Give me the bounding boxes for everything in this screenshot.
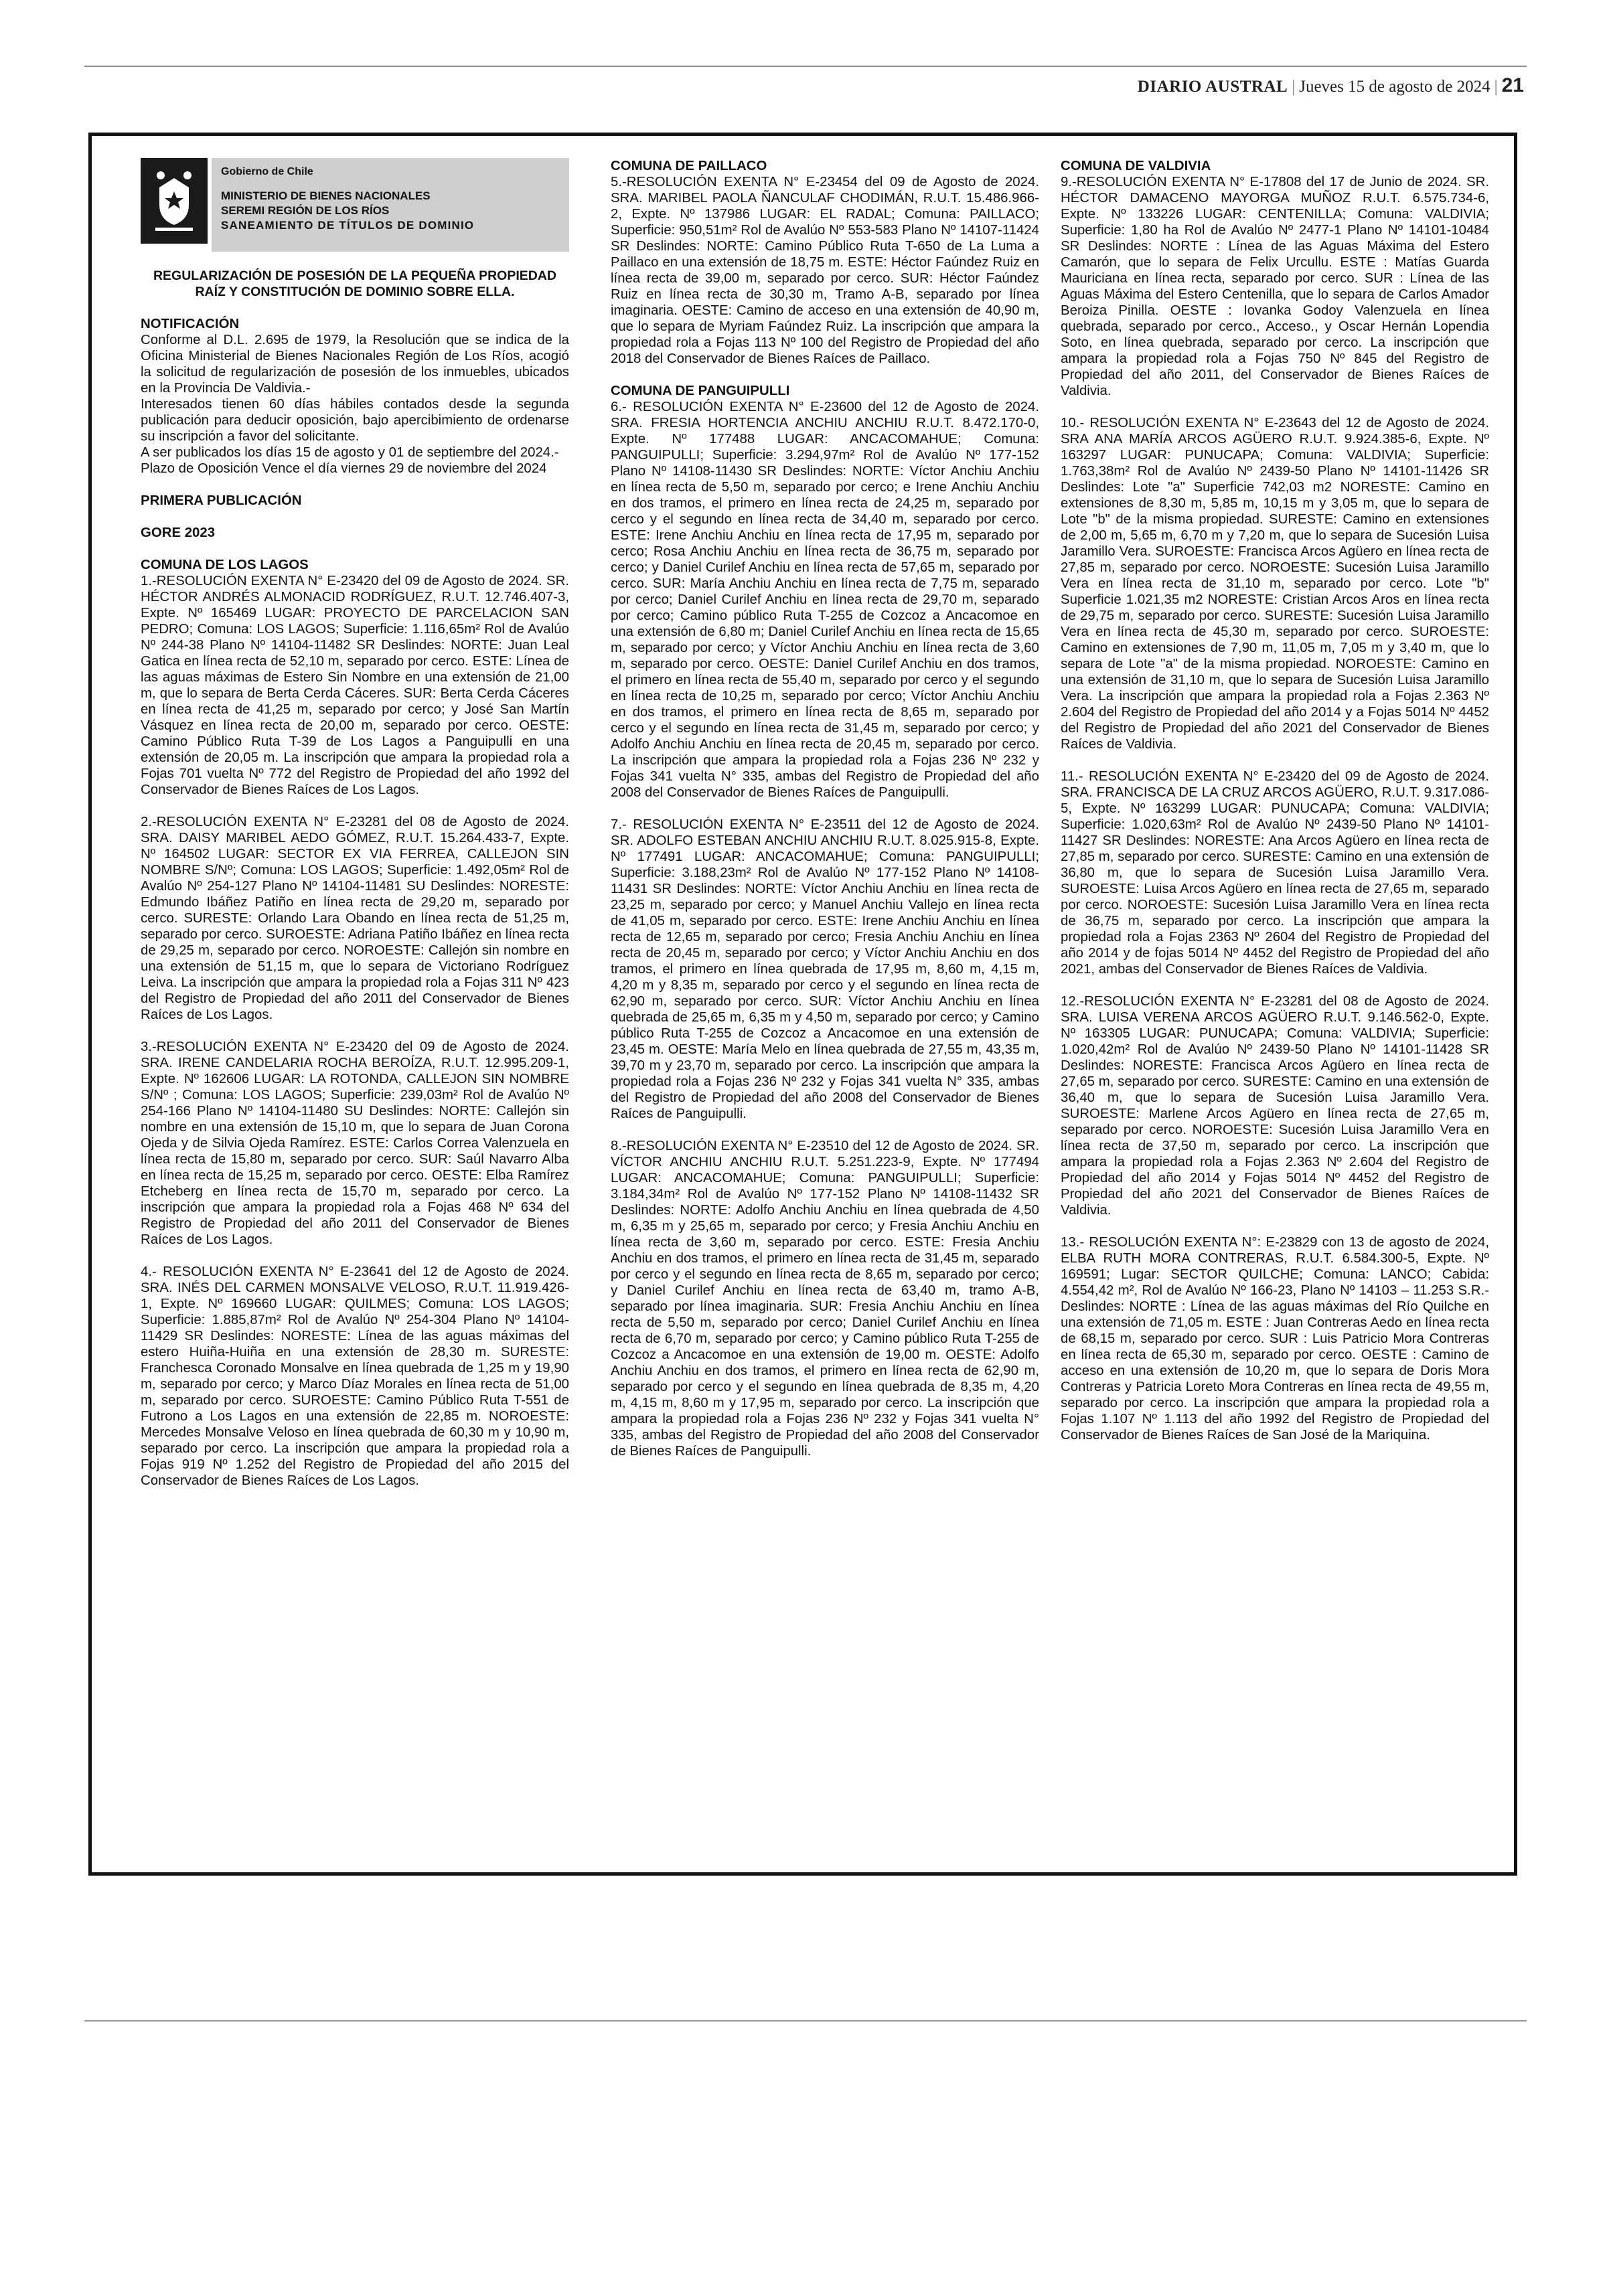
publication-date: Jueves 15 de agosto de 2024 (1299, 78, 1490, 96)
column-1 (141, 158, 569, 1489)
section-heading: COMUNA DE VALDIVIA (1061, 159, 1211, 173)
page-header (84, 70, 1524, 102)
ministry-name: MINISTERIO DE BIENES NACIONALES (221, 189, 431, 202)
gore-label: GORE 2023 (141, 525, 216, 540)
header-separator: | (1292, 78, 1296, 96)
notification-paragraph: Plazo de Oposición Vence el día viernes 29 de noviembre del 2024 (141, 461, 547, 476)
column-3 (1061, 158, 1489, 1443)
resolution-entry: 9.-RESOLUCIÓN EXENTA N° E-17808 del 17 de Junio de 2024. SR. HÉCTOR DAMACENO MAYORGA MUÑOZ R.U.T. 6.575.734-6, Expte. Nº 133226 LUGAR: CENTENILLA; Comuna: VALDIVIA; Superficie: 1,80 ha Rol de Avalúo Nº 2477-1 Plano Nº 14101-10484 SR Deslindes: NORTE : Línea de las Aguas Máxima del Estero Camarón, que lo separa de Felix Urcullu. ESTE : Matías Guarda Mauriciana en línea recta, separado por cerco. SUR : Línea de las Aguas Máxima del Estero Centenilla, que lo separa de Carlos Amador Beroiza Pinilla. OESTE : Iovanka Godoy Valenzuela en línea quebrada, separado por cerco., Acceso., y Oscar Hernán Lopendia Soto, en línea quebrada, separado por cerco. La inscripción que ampara la propiedad rola a Fojas 750 Nº 845 del Registro de Propiedad del año 2011, del Conservador de Bienes Raíces de Valdivia. (1061, 175, 1489, 398)
resolution-entry: 7.- RESOLUCIÓN EXENTA N° E-23511 del 12 de Agosto de 2024. SR. ADOLFO ESTEBAN ANCHIU ANCHIU R.U.T. 8.025.915-8, Expte. Nº 177491 LUGAR: ANCACOMAHUE; Comuna: PANGUIPULLI; Superficie: 3.188,23m² Rol de Avalúo Nº 177-152 Plano Nº 14108-11431 SR Deslindes: NORTE: Víctor Anchiu Anchiu en línea recta de 23,25 m, separado por cerco; y Manuel Anchiu Vallejo en línea recta de 41,05 m, separado por cerco. ESTE: Irene Anchiu Anchiu en línea recta de 12,65 m, separado por cerco; Fresia Anchiu Anchiu en línea recta de 20,45 m, separado por cerco; y Víctor Anchiu Anchiu en dos tramos, el primero en línea quebrada de 17,95 m, 8,60 m, 4,15 m, 4,20 m y 8,35 m, separado por cerco y el segundo en línea recta de 62,90 m, separado por cerco. SUR: Víctor Anchiu Anchiu en línea quebrada de 25,65 m, 6,35 m y 4,50 m, separado por cerco; y Camino público Ruta T-255 de Cozcoz a Ancacomoe en una extensión de 23,45 m. OESTE: María Melo en línea quebrada de 27,55 m, 43,35 m, 39,70 m y 23,70 m, separado por cerco. La inscripción que ampara la propiedad rola a Fojas 236 Nº 232 y Fojas 341 vuelta N° 335, ambas del Registro de Propiedad del año 2008 del Conservador de Bienes Raíces de Panguipulli. (611, 817, 1039, 1121)
column-2 (611, 158, 1039, 1459)
chile-coat-of-arms-icon (141, 158, 208, 244)
ministry-box (212, 158, 569, 252)
department-name: SANEAMIENTO DE TÍTULOS DE DOMINIO (221, 219, 475, 232)
government-header (141, 158, 569, 260)
resolution-entry: 5.-RESOLUCIÓN EXENTA N° E-23454 del 09 de Agosto de 2024. SRA. MARIBEL PAOLA ÑANCULAF CHODIMÁN, R.U.T. 15.486.966-2, Expte. Nº 137986 LUGAR: EL RADAL; Comuna: PAILLACO; Superficie: 950,51m² Rol de Avalúo Nº 553-583 Plano Nº 14107-11424 SR Deslindes: NORTE: Camino Público Ruta T-650 de La Luma a Paillaco en una extensión de 18,75 m. ESTE: Héctor Faúndez Ruiz en línea recta de 39,00 m, separado por cerco. SUR: Héctor Faúndez Ruiz en línea recta de 30,30 m, Tramo A-B, separado por línea imaginaria. OESTE: Camino de acceso en una extensión de 40,90 m, que lo separa de Myriam Faúndez Ruiz. La inscripción que ampara la propiedad rola a Fojas 113 Nº 100 del Registro de Propiedad del año 2018 del Conservador de Bienes Raíces de Paillaco. (611, 175, 1039, 366)
notification-paragraph: Interesados tienen 60 días hábiles contados desde la segunda publicación para deducir oposición, bajo apercibimiento de ordenarse su inscripción a favor del solicitante. (141, 397, 569, 444)
header-rule (84, 66, 1527, 67)
resolution-entry: 10.- RESOLUCIÓN EXENTA N° E-23643 del 12 de Agosto de 2024. SRA ANA MARÍA ARCOS AGÜERO R.U.T. 9.924.385-6, Expte. Nº 163297 LUGAR: PUNUCAPA; Comuna: VALDIVIA; Superficie: 1.763,38m² Rol de Avalúo Nº 2439-50 Plano Nº 14101-11426 SR Deslindes: Lote "a" Superficie 742,03 m2 NORESTE: Camino en extensiones de 8,30 m, 5,85 m, 10,15 m y 3,05 m, que lo separa de Lote "b" de la misma propiedad. SURESTE: Camino en extensiones de 2,00 m, 5,65 m, 6,70 m y 7,20 m, que lo separa de Sucesión Luisa Jaramillo Vera. SUROESTE: Francisca Arcos Agüero en línea recta de 27,85 m, separado por cerco. NOROESTE: Sucesión Luisa Jaramillo Vera en línea recta de 31,10 m, separado por cerco. Lote "b" Superficie 1.021,35 m2 NORESTE: Cristian Arcos Aros en línea recta de 29,75 m, separado por cerco. SURESTE: Sucesión Luisa Jaramillo Vera en línea recta de 45,30 m, separado por cerco. SUROESTE: Camino en extensiones de 7,90 m, 11,05 m, 7,05 m y 3,40 m, que lo separa de Lote "a" de la misma propiedad. NOROESTE: Camino en una extensión de 31,10 m, que lo separa de Sucesión Luisa Jaramillo Vera. La inscripción que ampara la propiedad rola a Fojas 2.363 Nº 2.604 del Registro de Propiedad del año 2014 y a Fojas 5014 Nº 4452 del Registro de Propiedad del año 2021 del Conservador de Bienes Raíces de Valdivia. (1061, 416, 1489, 752)
notification-paragraph: A ser publicados los días 15 de agosto y 01 de septiembre del 2024.- (141, 445, 559, 460)
notice-title: REGULARIZACIÓN DE POSESIÓN DE LA PEQUEÑA PROPIEDAD RAÍZ Y CONSTITUCIÓN DE DOMINIO SOBRE ELLA. (153, 268, 557, 299)
notification-heading: NOTIFICACIÓN (141, 317, 240, 331)
header-separator: | (1494, 78, 1498, 96)
resolution-entry: 3.-RESOLUCIÓN EXENTA N° E-23420 del 09 de Agosto de 2024. SRA. IRENE CANDELARIA ROCHA BEROÍZA, R.U.T. 12.995.209-1, Expte. Nº 162606 LUGAR: LA ROTONDA, CALLEJON SIN NOMBRE S/Nº ; Comuna: LOS LAGOS; Superficie: 239,03m² Rol de Avalúo Nº 254-166 Plano Nº 14104-11480 SU Deslindes: NORTE: Callejón sin nombre en una extensión de 15,10 m, que lo separa de Juan Corona Ojeda y de Silvia Ojeda Ramírez. ESTE: Carlos Correa Valenzuela en línea recta de 15,80 m, separado por cerco. SUR: Saúl Navarro Alba en línea recta de 15,25 m, separado por cerco. OESTE: Elba Ramírez Etcheberg en línea recta de 15,70 m, separado por cerco. La inscripción que ampara la propiedad rola a Fojas 468 Nº 634 del Registro de Propiedad del año 2011 del Conservador de Bienes Raíces de Los Lagos. (141, 1040, 569, 1247)
resolution-entry: 4.- RESOLUCIÓN EXENTA N° E-23641 del 12 de Agosto de 2024. SRA. INÉS DEL CARMEN MONSALVE VELOSO, R.U.T. 11.919.426-1, Expte. Nº 169660 LUGAR: QUILMES; Comuna: LOS LAGOS; Superficie: 1.885,87m² Rol de Avalúo Nº 254-304 Plano Nº 14104-11429 SR Deslindes: NORESTE: Línea de las aguas máximas del estero Huiña-Huiña en una extensión de 28,30 m. SURESTE: Franchesca Coronado Monsalve en línea quebrada de 1,25 m y 19,90 m, separado por cerco; y Marco Díaz Morales en línea recta de 51,00 m, separado por cerco. SUROESTE: Camino Público Ruta T-551 de Futrono a Los Lagos en una extensión de 22,85 m. NOROESTE: Mercedes Monsalve Veloso en línea quebrada de 60,30 m y 10,90 m, separado por cerco. La inscripción que ampara la propiedad rola a Fojas 919 Nº 1.252 del Registro de Propiedad del año 2015 del Conservador de Bienes Raíces de Los Lagos. (141, 1264, 569, 1488)
resolution-entry: 12.-RESOLUCIÓN EXENTA N° E-23281 del 08 de Agosto de 2024. SRA. LUISA VERENA ARCOS AGÜERO R.U.T. 9.146.562-0, Expte. Nº 163305 LUGAR: PUNUCAPA; Comuna: VALDIVIA; Superficie: 1.020,42m² Rol de Avalúo Nº 2439-50 Plano Nº 14101-11428 SR Deslindes: NORESTE: Francisca Arcos Agüero en línea recta de 27,65 m, separado por cerco. SURESTE: Camino en una extensión de 36,40 m, que lo separa de Sucesión Luisa Jaramillo Vera. SUROESTE: Marlene Arcos Agüero en línea recta de 27,65 m, separado por cerco. NOROESTE: Sucesión Luisa Jaramillo Vera en línea recta de 37,50 m, separado por cerco. La inscripción que ampara la propiedad rola a Fojas 2.363 Nº 2.604 del Registro de Propiedad del año 2014 y Fojas 5014 Nº 4452 del Registro de Propiedad del año 2021 del Conservador de Bienes Raíces de Valdivia. (1061, 994, 1489, 1218)
resolution-entry: 6.- RESOLUCIÓN EXENTA N° E-23600 del 12 de Agosto de 2024. SRA. FRESIA HORTENCIA ANCHIU ANCHIU R.U.T. 8.472.170-0, Expte. Nº 177488 LUGAR: ANCACOMAHUE; Comuna: PANGUIPULLI; Superficie: 3.294,97m² Rol de Avalúo Nº 177-152 Plano Nº 14108-11430 SR Deslindes: NORTE: Víctor Anchiu Anchiu en línea recta de 5,50 m, separado por cerco; e Irene Anchiu Anchiu en dos tramos, el primero en línea recta de 24,25 m, separado por cerco y el segundo en línea recta de 34,40 m, separado por cerco. ESTE: Irene Anchiu Anchiu en línea recta de 17,95 m, separado por cerco; Rosa Anchiu Anchiu en línea recta de 36,75 m, separado por cerco; y Daniel Curilef Anchiu en línea recta de 57,65 m, separado por cerco. SUR: María Anchiu Anchiu en línea recta de 7,75 m, separado por cerco; Daniel Curilef Anchiu en línea recta de 29,70 m, separado por cerco; Camino público Ruta T-255 de Cozcoz a Ancacomoe en una extensión de 6,80 m; Daniel Curilef Anchiu en línea recta de 15,65 m, separado por cerco; y Víctor Anchiu Anchiu en línea recta de 3,60 m, separado por cerco. OESTE: Daniel Curilef Anchiu en dos tramos, el primero en línea recta de 55,40 m, separado por cerco y el segundo en línea recta de 10,25 m, separado por cerco; Víctor Anchiu Anchiu en dos tramos, el primero en línea recta de 8,65 m, separado por cerco y el segundo en línea recta de 31,45 m, separado por cerco; y Adolfo Anchiu Anchiu en línea recta de 20,45 m, separado por cerco. La inscripción que ampara la propiedad rola a Fojas 236 Nº 232 y Fojas 341 vuelta N° 335, ambas del Registro de Propiedad del año 2008 del Conservador de Bienes Raíces de Panguipulli. (611, 400, 1039, 800)
resolution-entry: 11.- RESOLUCIÓN EXENTA N° E-23420 del 09 de Agosto de 2024. SRA. FRANCISCA DE LA CRUZ ARCOS AGÜERO, R.U.T. 9.317.086-5, Expte. Nº 163299 LUGAR: PUNUCAPA; Comuna: VALDIVIA; Superficie: 1.020,63m² Rol de Avalúo Nº 2439-50 Plano Nº 14101-11427 SR Deslindes: NORESTE: Ana Arcos Agüero en línea recta de 27,85 m, separado por cerco. SURESTE: Camino en una extensión de 36,80 m, que lo separa de Sucesión Luisa Jaramillo Vera. SUROESTE: Luisa Arcos Agüero en línea recta de 27,65 m, separado por cerco. NOROESTE: Sucesión Luisa Jaramillo Vera en línea recta de 36,75 m, separado por cerco. La inscripción que ampara la propiedad rola a Fojas 2363 Nº 2604 del Registro de Propiedad del año 2014 y de fojas 5014 Nº 4452 del Registro de Propiedad del año 2021, ambas del Conservador de Bienes Raíces de Valdivia. (1061, 769, 1489, 977)
resolution-entry: 2.-RESOLUCIÓN EXENTA N° E-23281 del 08 de Agosto de 2024. SRA. DAISY MARIBEL AEDO GÓMEZ, R.U.T. 15.264.433-7, Expte. Nº 164502 LUGAR: SECTOR EX VIA FERREA, CALLEJON SIN NOMBRE S/Nº; Comuna: LOS LAGOS; Superficie: 1.492,05m² Rol de Avalúo Nº 254-127 Plano Nº 14104-11481 SU Deslindes: NORESTE: Edmundo Ibáñez Patiño en línea recta de 29,20 m, separado por cerco. SURESTE: Orlando Lara Obando en línea recta de 51,25 m, separado por cerco. SUROESTE: Adriana Patiño Ibáñez en línea recta de 29,25 m, separado por cerco. NOROESTE: Callejón sin nombre en una extensión de 51,15 m, que lo separa de Victoriano Rodríguez Leiva. La inscripción que ampara la propiedad rola a Fojas 311 Nº 423 del Registro de Propiedad del año 2011 del Conservador de Bienes Raíces de Los Lagos. (141, 815, 569, 1022)
notification-paragraph: Conforme al D.L. 2.695 de 1979, la Resolución que se indica de la Oficina Ministerial de Bienes Nacionales Región de Los Ríos, acogió la solicitud de regularización de posesión de los inmuebles, ubicados en la Provincia De Valdivia.- (141, 333, 569, 396)
resolution-entry: 8.-RESOLUCIÓN EXENTA N° E-23510 del 12 de Agosto de 2024. SR. VÍCTOR ANCHIU ANCHIU R.U.T. 5.251.223-9, Expte. Nº 177494 LUGAR: ANCACOMAHUE; Comuna: PANGUIPULLI; Superficie: 3.184,34m² Rol de Avalúo Nº 177-152 Plano Nº 14108-11432 SR Deslindes: NORTE: Adolfo Anchiu Anchiu en línea quebrada de 4,50 m, 6,35 m y 25,65 m, separado por cerco; y Fresia Anchiu Anchiu en línea recta de 3,60 m, separado por cerco. ESTE: Fresia Anchiu Anchiu en dos tramos, el primero en línea recta de 31,45 m, separado por cerco y el segundo en línea recta de 8,65 m, separado por cerco; y Daniel Curilef Anchiu en línea recta de 63,40 m, tramo A-B, separado por línea imaginaria. SUR: Fresia Anchiu Anchiu en línea recta de 5,50 m, separado por cerco; Daniel Curilef Anchiu en línea recta de 6,70 m, separado por cerco; y Camino público Ruta T-255 de Cozcoz a Ancacomoe en una extensión de 19,00 m. OESTE: Adolfo Anchiu Anchiu en dos tramos, el primero en línea recta de 62,90 m, separado por cerco y el segundo en línea quebrada de 8,35 m, 4,20 m, 4,15 m, 8,60 m y 17,95 m, separado por cerco. La inscripción que ampara la propiedad rola a Fojas 236 Nº 232 y Fojas 341 vuelta N° 335, ambas del Registro de Propiedad del año 2008 del Conservador de Bienes Raíces de Panguipulli. (611, 1139, 1039, 1459)
seremi-name: SEREMI REGIÓN DE LOS RÍOS (221, 204, 390, 217)
footer-rule (84, 2020, 1527, 2022)
section-heading: COMUNA DE PAILLACO (611, 159, 767, 173)
page-number: 21 (1501, 74, 1524, 96)
section-heading: COMUNA DE LOS LAGOS (141, 558, 309, 572)
resolution-entry: 13.- RESOLUCIÓN EXENTA N°: E-23829 con 13 de agosto de 2024, ELBA RUTH MORA CONTRERAS, R.U.T. 6.584.300-5, Expte. Nº 169591; Lugar: SECTOR QUILCHE; Comuna: LANCO; Cabida: 4.554,42 m², Rol de Avalúo Nº 166-23, Plano Nº 14103 – 11.253 S.R.- Deslindes: NORTE : Línea de las aguas máximas del Río Quilche en una extensión de 71,05 m. ESTE : Juan Contreras Aedo en línea recta de 68,15 m, separado por cerco. SUR : Luis Patricio Mora Contreras en línea recta de 65,30 m, separado por cerco. OESTE : Camino de acceso en una extensión de 10,20 m, que lo separa de Doris Mora Contreras y Patricia Loreto Mora Contreras en línea recta de 49,55 m, separado por cerco. La inscripción que ampara la propiedad rola a Fojas 1.107 Nº 1.113 del año 1992 del Registro de Propiedad del Conservador de Bienes Raíces de San José de la Mariquina. (1061, 1235, 1489, 1443)
section-heading: COMUNA DE PANGUIPULLI (611, 384, 790, 398)
publication-name: DIARIO AUSTRAL (1137, 78, 1288, 96)
resolution-entry: 1.-RESOLUCIÓN EXENTA N° E-23420 del 09 de Agosto de 2024. SR. HÉCTOR ANDRÉS ALMONACID RODRÍGUEZ, R.U.T. 12.746.407-3, Expte. Nº 165469 LUGAR: PROYECTO DE PARCELACION SAN PEDRO; Comuna: LOS LAGOS; Superficie: 1.116,65m² Rol de Avalúo Nº 244-38 Plano Nº 14104-11482 SR Deslindes: NORTE: Juan Leal Gatica en línea recta de 52,10 m, separado por cerco. ESTE: Línea de las aguas máximas de Estero Sin Nombre en una extensión de 21,00 m, que lo separa de Berta Cerda Cáceres. SUR: Berta Cerda Cáceres en línea recta de 41,25 m, separado por cerco; y José San Martín Vásquez en línea recta de 20,00 m, separado por cerco. OESTE: Camino Público Ruta T-39 de Los Lagos a Panguipulli en una extensión de 20,05 m. La inscripción que ampara la propiedad rola a Fojas 701 vuelta Nº 772 del Registro de Propiedad del año 1992 del Conservador de Bienes Raíces de Los Lagos. (141, 574, 569, 797)
government-label: Gobierno de Chile (221, 166, 313, 177)
publication-label: PRIMERA PUBLICACIÓN (141, 493, 302, 508)
